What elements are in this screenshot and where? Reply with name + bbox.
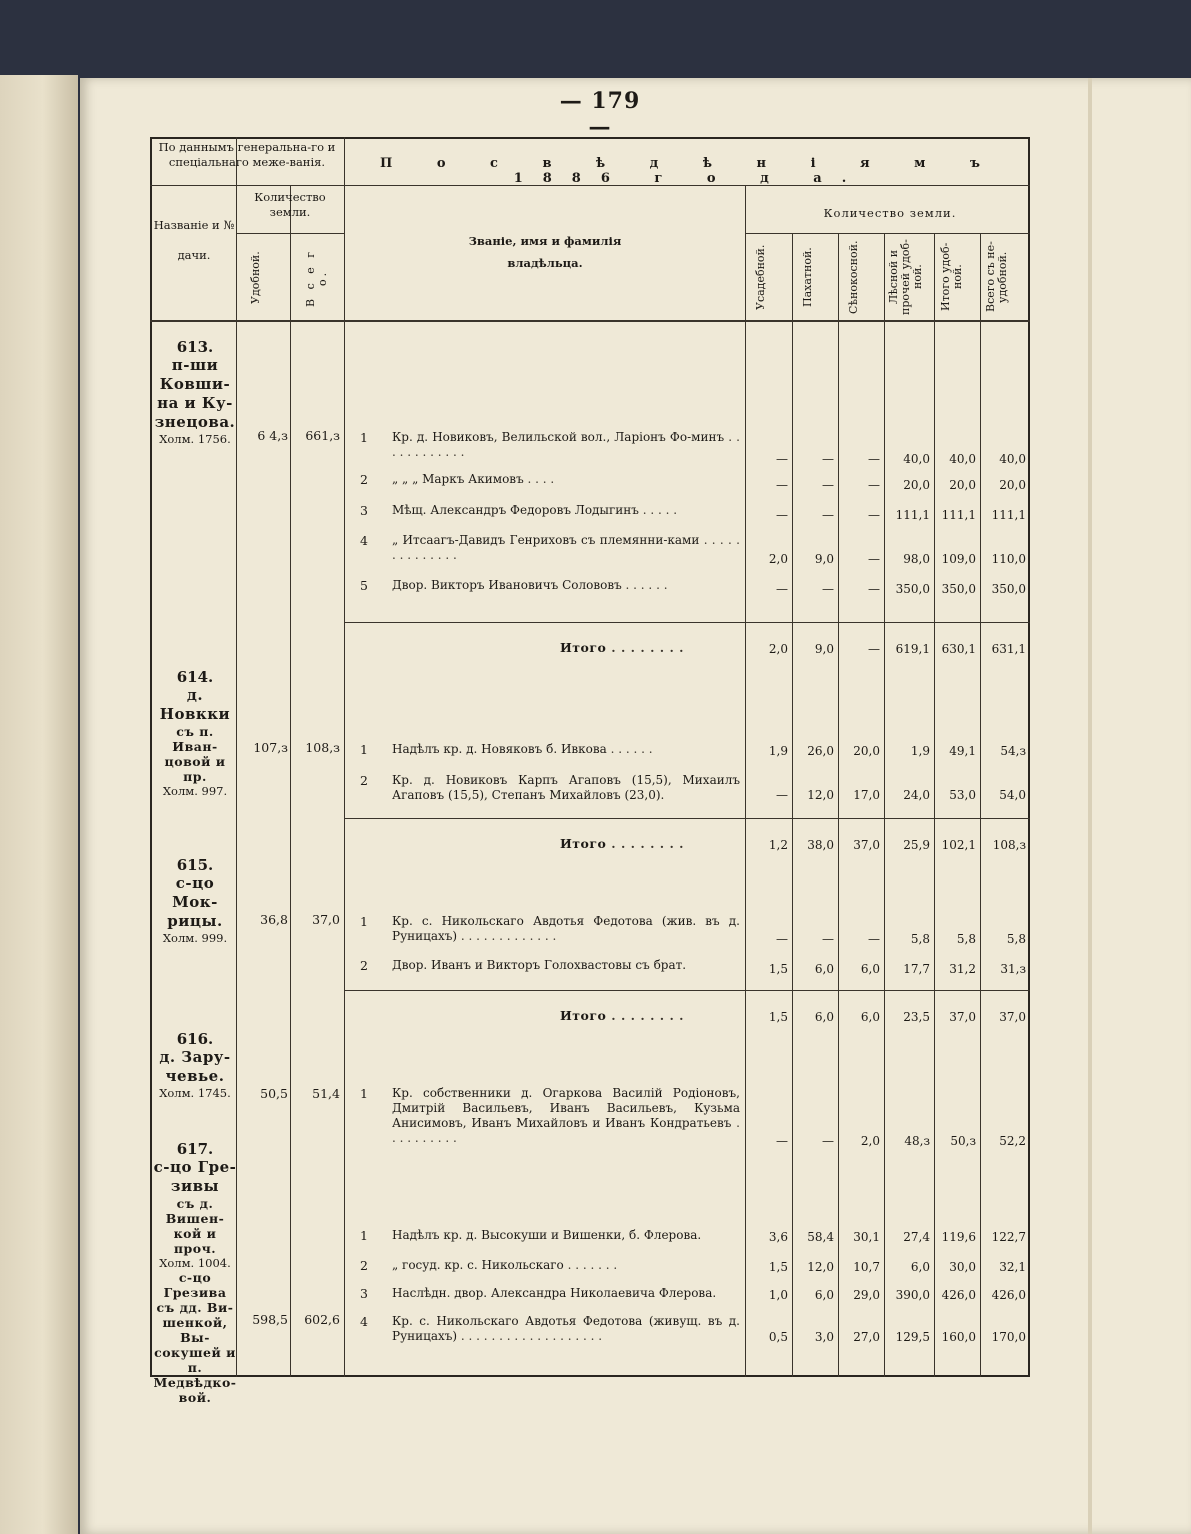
value-pakhatnoi: 3,0	[814, 1330, 834, 1344]
value-itogo: 426,0	[941, 1288, 976, 1302]
header-col-senokosnoi: Сѣнокосной.	[847, 240, 860, 314]
value-pakhatnoi: —	[822, 478, 834, 492]
value-itogo: 109,0	[941, 552, 976, 566]
entry-owner: Мѣщ. Александръ Федоровъ Лодыгинъ . . . . .	[392, 503, 678, 517]
entry-owner: Наслѣдн. двор. Александра Николаевича Флерова.	[392, 1286, 717, 1300]
value-vsego-neudob: 40,0	[999, 452, 1026, 466]
entry-index: 3	[360, 503, 368, 518]
value-itogo: 630,1	[941, 642, 976, 656]
value-usadebnoi: 1,5	[768, 1010, 788, 1024]
entry-owner: Кр. собственники д. Огаркова Василій Родіоновъ, Дмитрій Васильевъ, Иванъ Васильевъ, Кузьма Анисимовъ, Иванъ Михайловъ и Иванъ Кондратьевъ . . . . . . . . . .	[392, 1086, 740, 1145]
parcel-number: 615.	[176, 856, 214, 874]
value-pakhatnoi: 6,0	[814, 962, 834, 976]
value-lesnoi: 1,9	[910, 744, 930, 758]
parcel-name-line: шенкой, Вы-	[162, 1315, 228, 1345]
value-usadebnoi: —	[776, 932, 788, 946]
entry-owner-text: Кр. с. Никольскаго Авдотья Федотова (живущ. въ д. Руницахъ)	[392, 1314, 740, 1343]
value-pakhatnoi: 9,0	[814, 552, 834, 566]
value-pakhatnoi: 12,0	[807, 1260, 834, 1274]
col-rule	[792, 233, 793, 1377]
gen-udobnoi: 598,5	[252, 1312, 288, 1327]
value-lesnoi: 20,0	[903, 478, 930, 492]
parcel-name-line: чевье.	[165, 1067, 225, 1085]
parcel-name-line: съ дд. Ви-	[156, 1300, 234, 1315]
entry-index: 2	[360, 958, 368, 973]
total-label: Итого . . . . . . . .	[560, 1008, 685, 1023]
value-itogo: 20,0	[949, 478, 976, 492]
value-pakhatnoi: 6,0	[814, 1288, 834, 1302]
value-senokosnoi: —	[868, 452, 880, 466]
value-lesnoi: 390,0	[895, 1288, 930, 1302]
parcel-616	[152, 1030, 238, 1100]
value-senokosnoi: —	[868, 642, 880, 656]
parcel-name-line: Медвѣдко-	[153, 1375, 237, 1390]
value-senokosnoi: —	[868, 478, 880, 492]
value-senokosnoi: 20,0	[853, 744, 880, 758]
total-label-text: Итого	[560, 640, 607, 655]
entry-owner: „ госуд. кр. с. Никольскаго . . . . . . .	[392, 1258, 618, 1272]
entry-owner: Кр. с. Никольскаго Авдотья Федотова (жив. въ д. Руницахъ) . . . . . . . . . . . . .	[392, 914, 740, 943]
parcel-name-line: вой.	[178, 1390, 212, 1405]
value-lesnoi: 23,5	[903, 1010, 930, 1024]
value-lesnoi: 98,0	[903, 552, 930, 566]
gen-udobnoi: 36,8	[260, 912, 288, 927]
value-usadebnoi: —	[776, 508, 788, 522]
parcel-name-line: с-цо Гре-	[153, 1158, 237, 1176]
entry-owner: Кр. с. Никольскаго Авдотья Федотова (живущ. въ д. Руницахъ) . . . . . . . . . . . . . . . . . . .	[392, 1314, 740, 1343]
previous-page-edge	[0, 75, 78, 1534]
entry-index: 3	[360, 1286, 368, 1301]
value-senokosnoi: —	[868, 582, 880, 596]
header-rule	[745, 233, 1030, 234]
value-lesnoi: 6,0	[910, 1260, 930, 1274]
value-usadebnoi: 1,9	[768, 744, 788, 758]
value-pakhatnoi: —	[822, 508, 834, 522]
value-itogo: 30,0	[949, 1260, 976, 1274]
value-usadebnoi: 1,0	[768, 1288, 788, 1302]
header-rule	[150, 185, 344, 186]
header-col-udobnoi: Удобной.	[249, 251, 262, 304]
value-senokosnoi: 37,0	[853, 838, 880, 852]
entry-index: 1	[360, 914, 368, 929]
gen-vsego: 661,з	[305, 428, 340, 443]
total-label: Итого . . . . . . . .	[560, 836, 685, 851]
value-senokosnoi: 29,0	[853, 1288, 880, 1302]
col-rule	[884, 233, 885, 1377]
gen-vsego: 602,6	[304, 1312, 340, 1327]
value-senokosnoi: 6,0	[860, 962, 880, 976]
entry-owner: „ Итсаагъ-Давидъ Генриховъ съ племянни-ками . . . . . . . . . . . . . .	[392, 533, 740, 562]
value-vsego-neudob: 54,з	[1000, 744, 1026, 758]
parcel-number: 613.	[176, 338, 214, 356]
col-rule	[838, 233, 839, 1377]
gen-vsego: 37,0	[312, 912, 340, 927]
header-col-vsego-neudob: Всего съ не-удобной.	[984, 241, 1009, 313]
parcel-name-line: кой и проч.	[173, 1226, 217, 1256]
value-senokosnoi: 27,0	[853, 1330, 880, 1344]
header-1886: П о с в ѣ д ѣ н і я м ъ 1886 г о д а.	[380, 156, 1000, 186]
entry-index: 1	[360, 1228, 368, 1243]
value-usadebnoi: 3,6	[768, 1230, 788, 1244]
parcel-holm: Холм. 1745.	[159, 1086, 231, 1100]
value-pakhatnoi: 9,0	[814, 642, 834, 656]
gen-udobnoi: 6 4,з	[257, 428, 288, 443]
value-pakhatnoi: 26,0	[807, 744, 834, 758]
parcel-name-line: цовой и пр.	[164, 754, 226, 784]
gen-vsego: 51,4	[312, 1086, 340, 1101]
value-vsego-neudob: 170,0	[991, 1330, 1026, 1344]
header-dacha-name: Названіе и № дачи.	[153, 218, 235, 262]
value-itogo: 119,6	[941, 1230, 976, 1244]
value-senokosnoi: —	[868, 552, 880, 566]
entry-index: 1	[360, 1086, 368, 1101]
parcel-617	[152, 1140, 238, 1405]
col-rule	[290, 185, 291, 1377]
header-rule	[150, 320, 1030, 322]
entry-index: 2	[360, 1258, 368, 1273]
parcel-holm: Холм. 1756.	[159, 432, 231, 446]
value-senokosnoi: 6,0	[860, 1010, 880, 1024]
parcel-name-line: д. Зару-	[159, 1048, 231, 1066]
header-col-lesnoi: Лѣсной и прочей удоб-ной.	[887, 239, 924, 315]
value-vsego-neudob: 5,8	[1006, 932, 1026, 946]
entry-owner-text: Кр. собственники д. Огаркова Василій Родіоновъ, Дмитрій Васильевъ, Иванъ Васильевъ, Кузьма Анисимовъ, Иванъ Михайловъ и Иванъ Кондратьевъ	[392, 1086, 740, 1130]
value-vsego-neudob: 37,0	[999, 1010, 1026, 1024]
parcel-number: 614.	[176, 668, 214, 686]
gen-udobnoi: 50,5	[260, 1086, 288, 1101]
value-pakhatnoi: 58,4	[807, 1230, 834, 1244]
total-label-text: Итого	[560, 836, 607, 851]
header-land-qty: Количество земли.	[254, 190, 326, 219]
parcel-name-line: с-цо Грезива	[163, 1270, 227, 1300]
parcel-615	[152, 856, 238, 945]
value-lesnoi: 40,0	[903, 452, 930, 466]
value-vsego-neudob: 122,7	[991, 1230, 1026, 1244]
entry-index: 5	[360, 578, 368, 593]
entry-owner-text: Кр. с. Никольскаго Авдотья Федотова (жив. въ д. Руницахъ)	[392, 914, 740, 943]
entry-index: 4	[360, 1314, 368, 1329]
value-usadebnoi: —	[776, 788, 788, 802]
entry-owner: Надѣлъ кр. д. Высокуши и Вишенки, б. Флерова.	[392, 1228, 702, 1242]
value-usadebnoi: —	[776, 452, 788, 466]
value-itogo: 102,1	[941, 838, 976, 852]
parcel-name-line: на и Ку-	[157, 394, 233, 412]
value-senokosnoi: 10,7	[853, 1260, 880, 1274]
value-usadebnoi: 2,0	[768, 642, 788, 656]
value-vsego-neudob: 52,2	[999, 1134, 1026, 1148]
entry-owner: „ „ „ Маркъ Акимовъ . . . .	[392, 472, 555, 486]
value-pakhatnoi: —	[822, 582, 834, 596]
value-itogo: 53,0	[949, 788, 976, 802]
value-lesnoi: 5,8	[910, 932, 930, 946]
value-itogo: 350,0	[941, 582, 976, 596]
value-itogo: 50,з	[950, 1134, 976, 1148]
value-pakhatnoi: 38,0	[807, 838, 834, 852]
value-vsego-neudob: 631,1	[991, 642, 1026, 656]
parcel-number: 617.	[176, 1140, 214, 1158]
page-fold	[1088, 78, 1092, 1534]
entry-owner-text: Мѣщ. Александръ Федоровъ Лодыгинъ	[392, 503, 639, 517]
entry-owner: Двор. Викторъ Ивановичъ Солововъ . . . . . .	[392, 578, 668, 592]
parcel-name-line: сокушей и п.	[154, 1345, 236, 1375]
col-rule	[745, 185, 746, 1377]
gen-udobnoi: 107,з	[253, 740, 288, 755]
parcel-name-line: с-цо Мок-	[172, 874, 218, 911]
header-col-pakhatnoi: Пахатной.	[801, 247, 814, 307]
header-land-qty-right: Количество земли.	[823, 206, 957, 220]
entry-owner-text: „ „ „ Маркъ Акимовъ	[392, 472, 524, 486]
value-usadebnoi: —	[776, 1134, 788, 1148]
value-vsego-neudob: 110,0	[991, 552, 1026, 566]
parcel-613	[152, 338, 238, 446]
entry-index: 1	[360, 742, 368, 757]
entry-index: 2	[360, 773, 368, 788]
entry-owner: Надѣлъ кр. д. Новяковъ б. Ивкова . . . . . .	[392, 742, 653, 756]
value-vsego-neudob: 32,1	[999, 1260, 1026, 1274]
value-pakhatnoi: 12,0	[807, 788, 834, 802]
value-lesnoi: 17,7	[903, 962, 930, 976]
page-number: — 179 —	[559, 88, 641, 140]
value-lesnoi: 24,0	[903, 788, 930, 802]
parcel-name-line: зивы	[170, 1177, 220, 1195]
value-senokosnoi: 30,1	[853, 1230, 880, 1244]
value-usadebnoi: —	[776, 478, 788, 492]
value-senokosnoi: —	[868, 932, 880, 946]
total-label: Итого . . . . . . . .	[560, 640, 685, 655]
header-general-survey: По даннымъ генеральна-го и спеціальнаго меже-ванія.	[158, 140, 336, 169]
value-itogo: 5,8	[956, 932, 976, 946]
col-rule	[344, 137, 345, 1377]
total-rule	[344, 622, 1030, 623]
value-usadebnoi: —	[776, 582, 788, 596]
col-rule	[934, 233, 935, 1377]
value-itogo: 49,1	[949, 744, 976, 758]
value-vsego-neudob: 54,0	[999, 788, 1026, 802]
value-vsego-neudob: 350,0	[991, 582, 1026, 596]
entry-owner-text: Кр. д. Новиковъ, Велильской вол., Ларіонъ Фо-минъ	[392, 430, 725, 444]
header-col-usadebnoi: Усадебной.	[754, 244, 767, 310]
entry-index: 4	[360, 533, 368, 548]
header-rule	[236, 233, 344, 234]
value-itogo: 37,0	[949, 1010, 976, 1024]
value-pakhatnoi: —	[822, 932, 834, 946]
value-lesnoi: 48,з	[904, 1134, 930, 1148]
entry-index: 2	[360, 472, 368, 487]
value-lesnoi: 619,1	[895, 642, 930, 656]
entry-index: 1	[360, 430, 368, 445]
value-lesnoi: 111,1	[895, 508, 930, 522]
total-rule	[344, 990, 1030, 991]
parcel-name-line: рицы.	[167, 912, 223, 930]
value-usadebnoi: 1,5	[768, 962, 788, 976]
parcel-name-line: знецова.	[154, 413, 236, 431]
value-senokosnoi: —	[868, 508, 880, 522]
entry-owner-text: „ Итсаагъ-Давидъ Генриховъ съ племянни-ками	[392, 533, 700, 547]
parcel-name-line: д. Новкки	[159, 686, 231, 723]
value-usadebnoi: 0,5	[768, 1330, 788, 1344]
gen-vsego: 108,з	[305, 740, 340, 755]
value-lesnoi: 129,5	[895, 1330, 930, 1344]
header-owner: Званіе, имя и фамилія владѣльца.	[468, 234, 622, 270]
parcel-name-line: съ п. Иван-	[172, 724, 218, 754]
value-itogo: 160,0	[941, 1330, 976, 1344]
value-vsego-neudob: 111,1	[991, 508, 1026, 522]
value-usadebnoi: 1,5	[768, 1260, 788, 1274]
value-usadebnoi: 2,0	[768, 552, 788, 566]
header-col-itogo: Итого удоб-ной.	[939, 242, 964, 312]
value-itogo: 111,1	[941, 508, 976, 522]
parcel-holm: Холм. 999.	[162, 931, 228, 945]
value-itogo: 40,0	[949, 452, 976, 466]
value-senokosnoi: 2,0	[860, 1134, 880, 1148]
value-lesnoi: 25,9	[903, 838, 930, 852]
entry-owner-text: Двор. Викторъ Ивановичъ Солововъ	[392, 578, 622, 592]
value-pakhatnoi: —	[822, 452, 834, 466]
value-lesnoi: 27,4	[903, 1230, 930, 1244]
value-vsego-neudob: 426,0	[991, 1288, 1026, 1302]
value-vsego-neudob: 31,з	[1000, 962, 1026, 976]
parcel-holm: Холм. 997.	[162, 784, 228, 798]
entry-owner: Кр. д. Новиковъ Карпъ Агаповъ (15,5), Михаилъ Агаповъ (15,5), Степанъ Михайловъ (23,0).	[392, 773, 740, 802]
value-itogo: 31,2	[949, 962, 976, 976]
entry-owner-text: Надѣлъ кр. д. Новяковъ б. Ивкова	[392, 742, 607, 756]
parcel-name-line: п-ши	[171, 356, 219, 374]
entry-owner: Кр. д. Новиковъ, Велильской вол., Ларіонъ Фо-минъ . . . . . . . . . . . .	[392, 430, 740, 459]
parcel-number: 616.	[176, 1030, 214, 1048]
value-lesnoi: 350,0	[895, 582, 930, 596]
value-pakhatnoi: 6,0	[814, 1010, 834, 1024]
parcel-614	[152, 668, 238, 798]
value-usadebnoi: 1,2	[768, 838, 788, 852]
col-rule	[980, 233, 981, 1377]
parcel-name-line: съ д. Вишен-	[165, 1196, 225, 1226]
value-vsego-neudob: 20,0	[999, 478, 1026, 492]
entry-owner-text: „ госуд. кр. с. Никольскаго	[392, 1258, 564, 1272]
value-senokosnoi: 17,0	[853, 788, 880, 802]
parcel-name-line: Ковши-	[159, 375, 231, 393]
parcel-holm: Холм. 1004.	[159, 1256, 231, 1270]
total-label-text: Итого	[560, 1008, 607, 1023]
total-rule	[344, 818, 1030, 819]
entry-owner: Двор. Иванъ и Викторъ Голохвастовы съ брат.	[392, 958, 687, 972]
header-col-vsego: В с е г о.	[304, 248, 329, 307]
value-pakhatnoi: —	[822, 1134, 834, 1148]
value-vsego-neudob: 108,з	[992, 838, 1026, 852]
